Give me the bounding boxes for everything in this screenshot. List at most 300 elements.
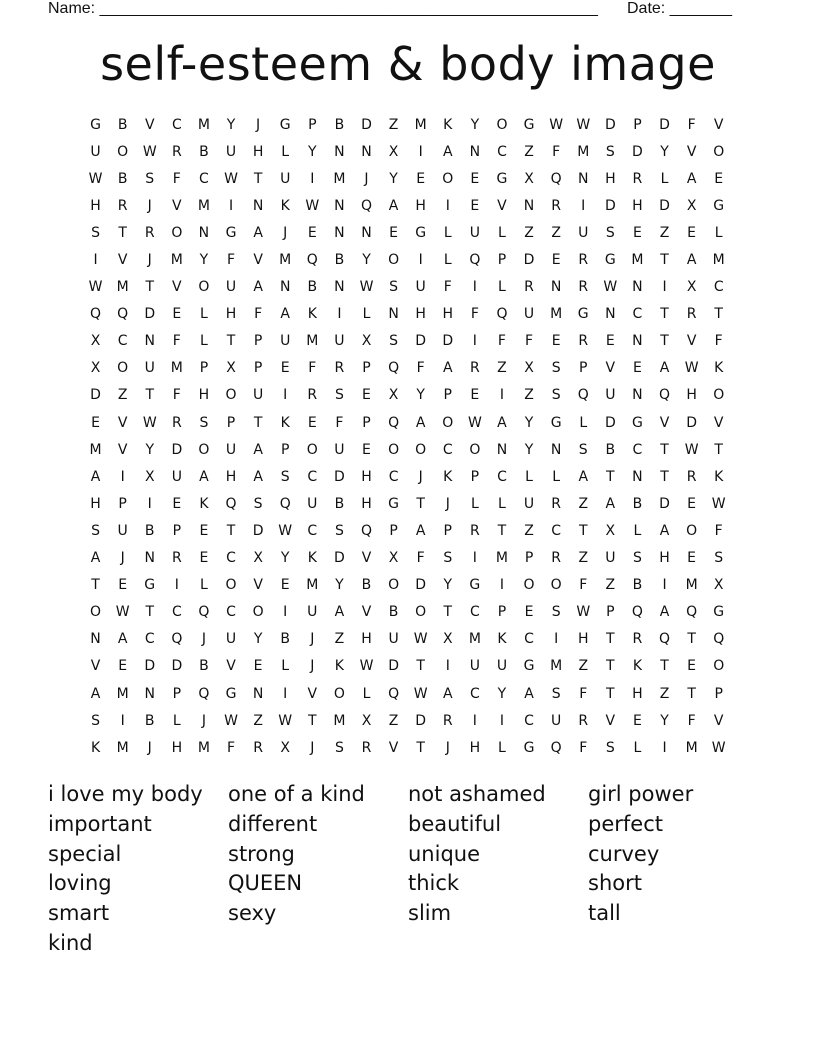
grid-letter: Z: [334, 631, 345, 648]
word-list-item: different: [228, 811, 318, 836]
grid-letter: S: [199, 414, 209, 431]
grid-letter: W: [278, 712, 293, 729]
grid-letter: E: [632, 224, 642, 241]
grid-letter: W: [684, 441, 699, 458]
grid-letter: I: [174, 577, 179, 594]
grid-letter: S: [551, 685, 561, 702]
grid-letter: C: [144, 631, 155, 648]
grid-letter: E: [118, 658, 128, 675]
grid-letter: M: [712, 252, 725, 269]
grid-letter: Y: [497, 685, 507, 702]
grid-letter: I: [472, 333, 477, 350]
grid-letter: E: [172, 495, 182, 512]
grid-letter: H: [659, 550, 670, 567]
grid-letter: K: [334, 658, 344, 675]
grid-letter: E: [389, 224, 398, 241]
grid-letter: L: [172, 712, 181, 729]
grid-letter: M: [116, 685, 129, 702]
grid-letter: T: [660, 468, 669, 485]
grid-letter: Q: [198, 604, 210, 621]
grid-letter: Y: [660, 712, 669, 729]
grid-letter: I: [499, 577, 505, 594]
grid-letter: D: [334, 468, 345, 485]
grid-letter: N: [361, 224, 372, 241]
grid-letter: P: [308, 116, 317, 133]
grid-letter: X: [524, 360, 534, 377]
grid-letter: O: [306, 441, 318, 458]
grid-letter: W: [711, 739, 726, 756]
grid-letter: J: [147, 197, 152, 214]
grid-letter: G: [225, 685, 237, 702]
grid-letter: D: [604, 197, 616, 214]
grid-letter: Y: [145, 441, 155, 458]
grid-letter: P: [443, 522, 452, 539]
grid-letter: C: [199, 170, 209, 187]
grid-letter: E: [362, 441, 371, 458]
grid-letter: A: [659, 360, 670, 377]
grid-letter: I: [472, 550, 477, 567]
grid-letter: Z: [524, 224, 534, 241]
grid-letter: M: [170, 252, 183, 269]
grid-letter: R: [117, 197, 128, 214]
grid-letter: O: [117, 360, 129, 377]
grid-letter: J: [364, 170, 369, 187]
grid-letter: R: [524, 279, 534, 296]
grid-letter: P: [118, 495, 127, 512]
grid-letter: S: [578, 441, 588, 458]
grid-letter: I: [445, 658, 450, 675]
grid-letter: N: [144, 685, 155, 702]
grid-letter: Z: [253, 712, 263, 729]
grid-letter: O: [686, 522, 698, 539]
grid-letter: R: [578, 252, 589, 269]
grid-letter: D: [171, 658, 183, 675]
word-search-grid: [82, 111, 732, 761]
grid-letter: Q: [713, 631, 725, 648]
grid-letter: M: [306, 333, 319, 350]
grid-letter: R: [171, 143, 182, 160]
grid-letter: K: [443, 468, 453, 485]
grid-letter: E: [714, 170, 724, 187]
grid-letter: M: [495, 550, 508, 567]
grid-letter: E: [687, 658, 697, 675]
grid-letter: M: [306, 577, 319, 594]
grid-letter: J: [445, 495, 450, 512]
grid-letter: A: [415, 522, 426, 539]
grid-letter: R: [578, 333, 589, 350]
grid-letter: D: [144, 306, 156, 323]
grid-letter: L: [498, 224, 506, 241]
grid-letter: C: [442, 441, 453, 458]
grid-letter: T: [308, 712, 317, 729]
grid-letter: T: [660, 658, 669, 675]
grid-letter: O: [550, 577, 562, 594]
grid-letter: J: [201, 712, 206, 729]
grid-letter: J: [310, 739, 315, 756]
grid-letter: G: [631, 414, 643, 431]
grid-letter: H: [252, 143, 264, 160]
grid-letter: T: [660, 333, 669, 350]
grid-letter: T: [578, 522, 588, 539]
grid-letter: J: [418, 468, 423, 485]
grid-letter: X: [90, 360, 101, 377]
grid-letter: S: [145, 170, 155, 187]
grid-letter: K: [307, 306, 317, 323]
grid-letter: S: [605, 224, 615, 241]
grid-letter: M: [197, 116, 210, 133]
grid-letter: L: [525, 468, 533, 485]
grid-letter: T: [606, 468, 615, 485]
grid-letter: E: [470, 387, 480, 404]
grid-letter: H: [469, 739, 481, 756]
grid-letter: Z: [497, 360, 507, 377]
grid-letter: C: [551, 522, 562, 539]
grid-letter: O: [117, 143, 129, 160]
grid-letter: M: [550, 658, 563, 675]
grid-letter: N: [198, 224, 210, 241]
grid-letter: C: [524, 631, 534, 648]
grid-letter: S: [443, 550, 453, 567]
grid-letter: M: [685, 577, 698, 594]
grid-letter: Q: [360, 522, 372, 539]
grid-letter: A: [659, 604, 670, 621]
grid-letter: G: [469, 577, 481, 594]
grid-letter: G: [225, 224, 237, 241]
word-list-item: special: [48, 841, 122, 866]
grid-letter: S: [714, 550, 724, 567]
grid-letter: H: [415, 197, 426, 214]
grid-letter: R: [551, 197, 561, 214]
grid-letter: V: [605, 712, 616, 729]
grid-letter: S: [91, 522, 100, 539]
grid-letter: D: [334, 550, 345, 567]
grid-letter: X: [90, 333, 101, 350]
grid-letter: V: [117, 414, 128, 431]
grid-letter: T: [687, 631, 696, 648]
grid-letter: T: [606, 658, 615, 675]
grid-letter: O: [225, 577, 237, 594]
grid-letter: U: [605, 387, 616, 404]
grid-letter: Z: [551, 224, 561, 241]
grid-letter: H: [361, 468, 372, 485]
grid-letter: U: [171, 468, 182, 485]
grid-letter: G: [523, 658, 535, 675]
grid-letter: D: [171, 441, 183, 458]
grid-letter: V: [605, 360, 616, 377]
grid-letter: W: [576, 116, 591, 133]
grid-letter: J: [283, 224, 288, 241]
grid-letter: S: [551, 360, 561, 377]
grid-letter: D: [388, 658, 399, 675]
grid-letter: L: [498, 739, 506, 756]
grid-letter: B: [361, 577, 372, 594]
grid-letter: U: [578, 224, 589, 241]
name-field: Name: ________________________________________________________: [48, 0, 598, 17]
grid-letter: I: [228, 197, 234, 214]
grid-letter: C: [307, 522, 318, 539]
grid-letter: N: [550, 441, 562, 458]
grid-letter: U: [307, 495, 318, 512]
grid-letter: D: [144, 658, 156, 675]
grid-letter: Q: [198, 685, 210, 702]
grid-letter: Q: [550, 170, 562, 187]
grid-letter: X: [361, 712, 372, 729]
grid-letter: T: [497, 522, 507, 539]
grid-letter: N: [523, 197, 535, 214]
grid-letter: T: [416, 495, 425, 512]
grid-letter: L: [200, 333, 208, 350]
grid-letter: K: [497, 631, 507, 648]
grid-letter: N: [632, 468, 643, 485]
grid-letter: T: [714, 441, 723, 458]
grid-letter: J: [310, 658, 315, 675]
grid-letter: V: [90, 658, 101, 675]
grid-letter: C: [469, 604, 480, 621]
grid-letter: U: [225, 143, 237, 160]
grid-letter: K: [90, 739, 101, 756]
grid-letter: O: [469, 441, 481, 458]
grid-letter: H: [605, 170, 616, 187]
grid-letter: P: [714, 685, 723, 702]
grid-letter: H: [90, 197, 101, 214]
grid-letter: F: [226, 739, 236, 756]
grid-letter: L: [281, 143, 290, 160]
grid-letter: O: [496, 116, 508, 133]
grid-letter: U: [605, 550, 616, 567]
grid-letter: E: [632, 360, 642, 377]
word-list-item: not ashamed: [408, 782, 546, 806]
grid-letter: W: [359, 279, 374, 296]
grid-letter: X: [524, 170, 534, 187]
word-list-item: i love my body: [48, 782, 203, 806]
grid-letter: R: [144, 224, 155, 241]
grid-letter: U: [225, 631, 237, 648]
grid-letter: J: [201, 631, 206, 648]
grid-letter: E: [307, 414, 317, 431]
grid-letter: Q: [388, 685, 400, 702]
grid-letter: O: [713, 387, 725, 404]
grid-letter: X: [686, 279, 697, 296]
grid-letter: L: [470, 495, 479, 512]
grid-letter: T: [226, 333, 236, 350]
grid-letter: I: [472, 279, 477, 296]
grid-letter: L: [443, 224, 452, 241]
grid-letter: W: [549, 116, 564, 133]
grid-letter: C: [226, 550, 236, 567]
grid-letter: G: [604, 252, 616, 269]
grid-letter: T: [606, 631, 615, 648]
grid-letter: Y: [524, 441, 534, 458]
grid-letter: G: [523, 116, 535, 133]
word-list-item: beautiful: [408, 811, 502, 836]
grid-letter: W: [305, 197, 320, 214]
grid-letter: R: [632, 631, 643, 648]
grid-letter: C: [226, 604, 236, 621]
grid-letter: M: [414, 116, 427, 133]
grid-letter: V: [117, 252, 128, 269]
grid-letter: Z: [524, 143, 534, 160]
grid-letter: Q: [279, 495, 291, 512]
grid-letter: A: [388, 197, 399, 214]
grid-letter: N: [632, 279, 643, 296]
grid-letter: S: [389, 333, 399, 350]
grid-letter: R: [469, 360, 480, 377]
grid-letter: S: [253, 495, 263, 512]
grid-letter: R: [578, 712, 589, 729]
grid-letter: O: [415, 604, 427, 621]
grid-letter: B: [388, 604, 399, 621]
grid-letter: U: [523, 306, 535, 323]
grid-letter: D: [415, 333, 427, 350]
grid-letter: W: [142, 143, 157, 160]
grid-letter: W: [576, 604, 591, 621]
grid-letter: Q: [360, 197, 372, 214]
grid-letter: U: [307, 604, 318, 621]
grid-letter: L: [552, 468, 561, 485]
grid-letter: P: [579, 360, 588, 377]
grid-letter: X: [388, 143, 399, 160]
grid-letter: B: [199, 658, 209, 675]
grid-letter: V: [686, 333, 697, 350]
grid-letter: R: [171, 414, 182, 431]
grid-letter: V: [497, 197, 507, 214]
grid-letter: E: [253, 658, 263, 675]
page-title: self-esteem & body image: [100, 37, 716, 91]
grid-letter: S: [605, 739, 615, 756]
grid-letter: P: [362, 360, 371, 377]
grid-letter: R: [442, 712, 453, 729]
grid-letter: I: [147, 495, 152, 512]
grid-letter: A: [524, 685, 534, 702]
grid-letter: H: [442, 306, 454, 323]
grid-letter: Q: [631, 604, 643, 621]
grid-letter: A: [253, 279, 263, 296]
grid-letter: E: [470, 197, 480, 214]
grid-letter: Q: [659, 631, 671, 648]
grid-letter: U: [415, 279, 426, 296]
grid-letter: E: [280, 360, 290, 377]
grid-letter: N: [334, 279, 345, 296]
grid-letter: Y: [362, 252, 371, 269]
grid-letter: B: [605, 441, 616, 458]
grid-letter: V: [388, 739, 399, 756]
date-field: Date: _______: [627, 0, 732, 17]
word-list-item: tall: [588, 901, 621, 926]
grid-letter: H: [171, 739, 183, 756]
word-list-item: perfect: [588, 811, 663, 836]
grid-letter: R: [171, 550, 182, 567]
grid-letter: B: [144, 522, 155, 539]
grid-letter: O: [252, 604, 264, 621]
grid-letter: L: [498, 279, 506, 296]
grid-letter: M: [170, 360, 183, 377]
grid-letter: D: [252, 522, 264, 539]
grid-letter: A: [659, 522, 670, 539]
grid-letter: U: [280, 333, 291, 350]
grid-letter: Q: [686, 604, 698, 621]
grid-letter: A: [578, 468, 589, 485]
grid-letter: T: [145, 387, 155, 404]
grid-letter: I: [662, 577, 667, 594]
grid-letter: R: [253, 739, 263, 756]
grid-letter: N: [388, 306, 399, 323]
grid-letter: L: [362, 306, 371, 323]
grid-letter: Q: [225, 495, 237, 512]
grid-letter: C: [117, 333, 128, 350]
grid-letter: L: [633, 739, 642, 756]
grid-letter: Y: [335, 577, 344, 594]
grid-letter: A: [253, 468, 263, 485]
grid-letter: T: [118, 224, 127, 241]
grid-letter: G: [279, 116, 291, 133]
grid-letter: Z: [578, 658, 589, 675]
grid-letter: R: [686, 306, 697, 323]
grid-letter: A: [90, 685, 101, 702]
grid-letter: U: [90, 143, 101, 160]
grid-letter: M: [333, 712, 346, 729]
grid-letter: N: [334, 143, 345, 160]
word-list-item: thick: [408, 871, 460, 896]
grid-letter: C: [171, 116, 182, 133]
grid-letter: B: [199, 143, 209, 160]
grid-letter: X: [713, 577, 724, 594]
grid-letter: E: [199, 522, 209, 539]
grid-letter: I: [310, 170, 315, 187]
grid-letter: C: [632, 306, 643, 323]
grid-letter: V: [686, 143, 697, 160]
word-list-item: one of a kind: [228, 782, 365, 806]
grid-letter: E: [524, 604, 534, 621]
grid-letter: D: [361, 116, 372, 133]
grid-letter: V: [172, 197, 182, 214]
grid-letter: X: [442, 631, 453, 648]
grid-letter: Q: [388, 414, 400, 431]
grid-letter: M: [197, 197, 210, 214]
grid-letter: C: [497, 468, 507, 485]
grid-letter: M: [116, 279, 129, 296]
grid-letter: T: [145, 604, 155, 621]
grid-letter: U: [551, 712, 562, 729]
grid-letter: E: [687, 495, 697, 512]
grid-letter: V: [172, 279, 182, 296]
grid-letter: K: [280, 414, 290, 431]
grid-letter: K: [280, 197, 290, 214]
grid-letter: D: [90, 387, 101, 404]
grid-letter: U: [523, 495, 535, 512]
grid-letter: W: [224, 712, 238, 729]
grid-letter: B: [144, 712, 155, 729]
grid-letter: P: [280, 441, 290, 458]
grid-letter: N: [252, 197, 264, 214]
grid-letter: W: [413, 631, 428, 648]
grid-letter: P: [172, 522, 182, 539]
grid-letter: O: [171, 224, 183, 241]
grid-letter: N: [496, 441, 508, 458]
grid-letter: O: [713, 658, 725, 675]
grid-letter: T: [606, 685, 615, 702]
grid-letter: I: [418, 143, 423, 160]
grid-letter: U: [334, 333, 345, 350]
grid-letter: H: [632, 685, 643, 702]
grid-letter: H: [415, 306, 426, 323]
grid-letter: W: [359, 658, 374, 675]
grid-letter: V: [117, 441, 128, 458]
grid-letter: U: [117, 522, 128, 539]
grid-letter: C: [469, 685, 480, 702]
grid-letter: N: [144, 333, 155, 350]
grid-letter: E: [280, 577, 290, 594]
grid-letter: B: [307, 279, 318, 296]
